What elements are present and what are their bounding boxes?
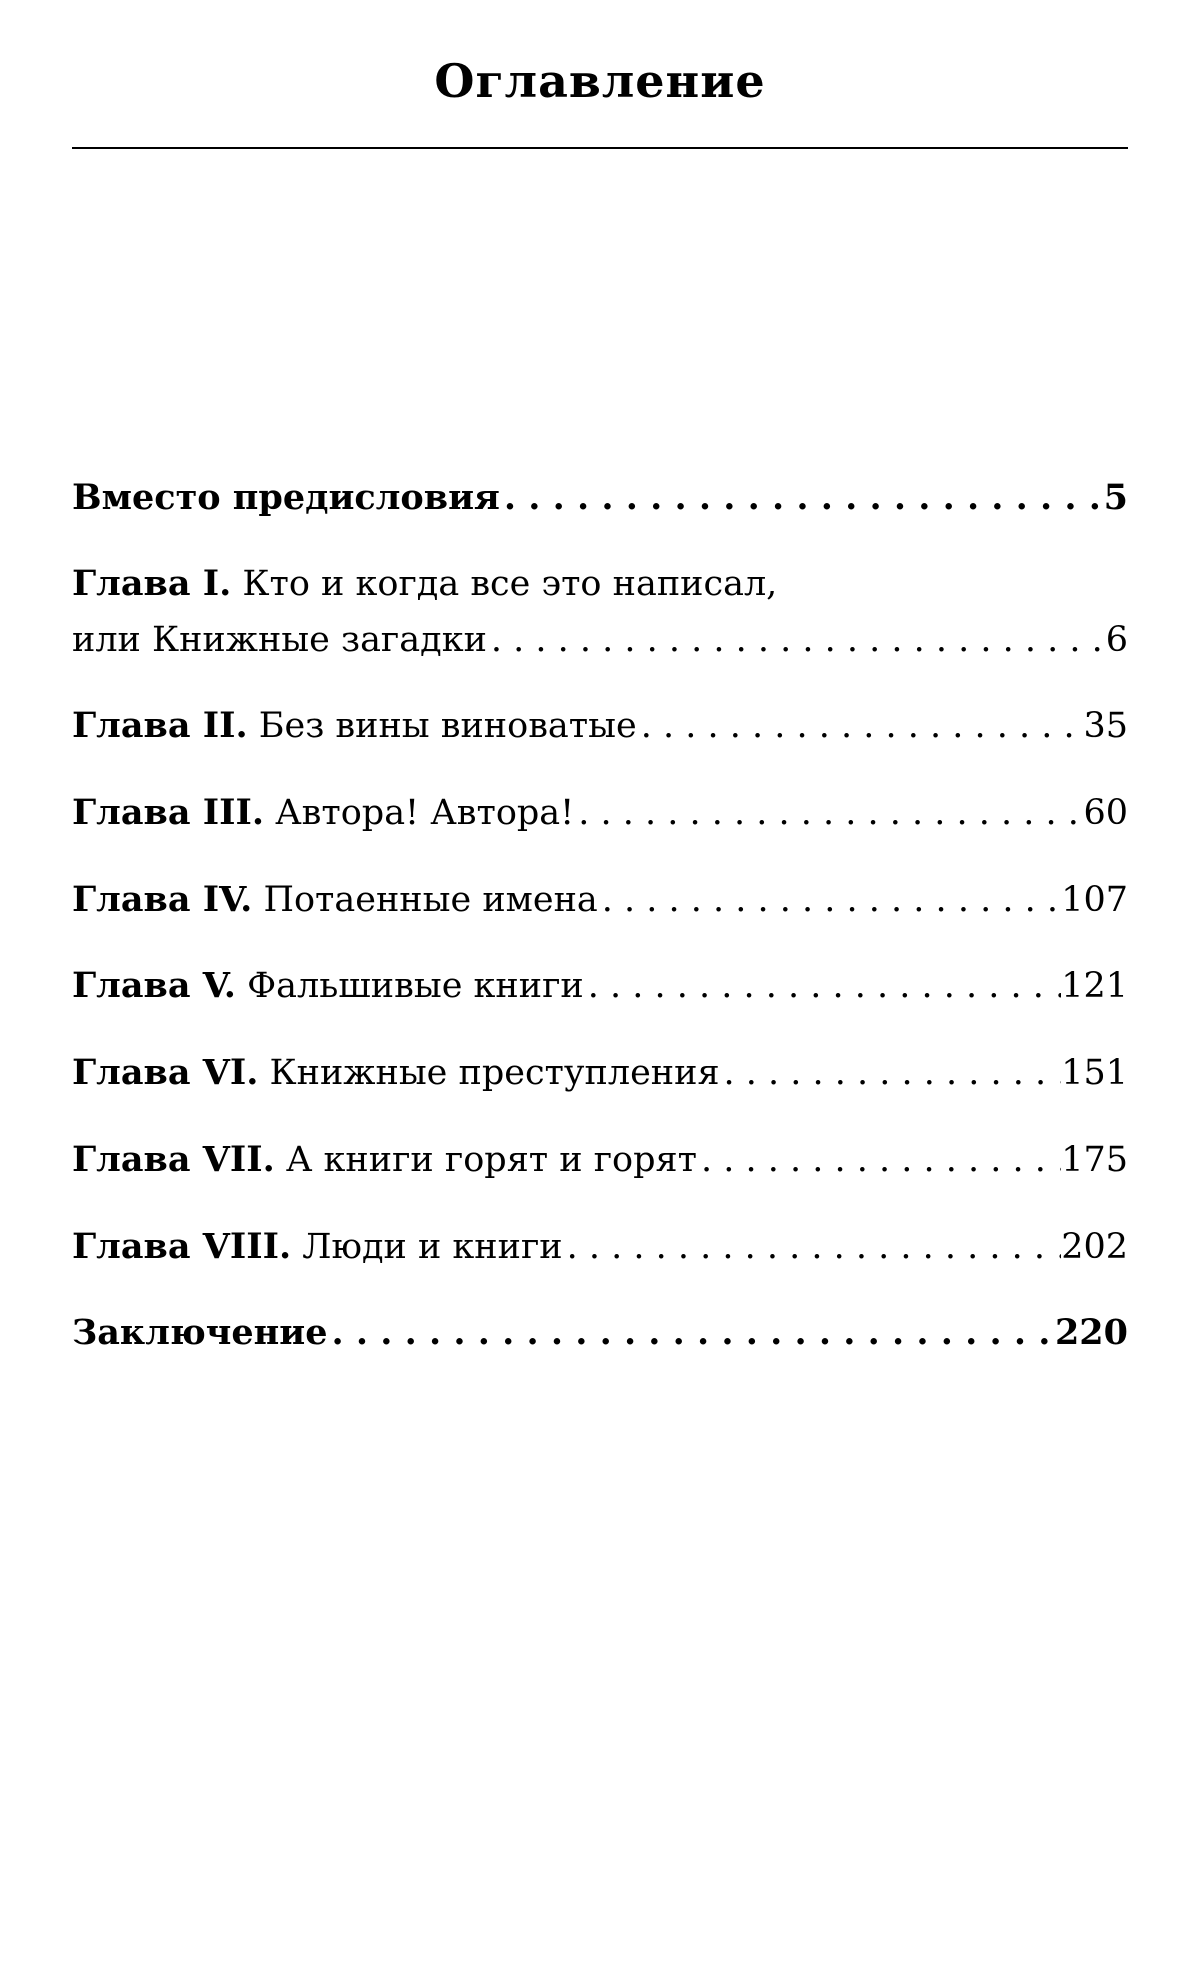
toc-entry-title: Без вины виноватые (247, 706, 637, 746)
toc-entry-chapter-8 (72, 1219, 1128, 1275)
title-divider (72, 147, 1128, 149)
toc-entry-preface (72, 470, 1128, 526)
toc-page-number: 220 (1054, 1312, 1128, 1353)
toc-chapter-number: Глава VI. (72, 1052, 259, 1093)
dot-leader (574, 785, 1083, 841)
toc-page-number: 60 (1083, 793, 1128, 833)
dot-leader (697, 1132, 1061, 1188)
toc-entry-title: или Книжные загадки (72, 620, 487, 660)
dot-leader (598, 872, 1061, 928)
toc-entry-chapter-6 (72, 1045, 1128, 1101)
toc-page-number: 121 (1061, 966, 1128, 1006)
toc-entry-title-line1: Кто и когда все это написал, (231, 564, 778, 604)
toc-chapter-number: Глава VII. (72, 1139, 275, 1180)
toc-page-number: 5 (1103, 477, 1128, 518)
toc-chapter-number: Глава IV. (72, 879, 253, 920)
page-title: Оглавление (434, 54, 766, 108)
dot-leader (563, 1219, 1062, 1275)
toc-entry-title: Автора! Автора! (264, 793, 575, 833)
toc-entry-chapter-2 (72, 698, 1128, 754)
toc-entry-title: Вместо предисловия (72, 477, 500, 518)
toc-entry-chapter-1 (72, 556, 1128, 668)
toc-entry-chapter-5 (72, 958, 1128, 1014)
toc-entry-title: Заключение (72, 1312, 328, 1353)
dot-leader (637, 698, 1084, 754)
toc-entry-conclusion (72, 1305, 1128, 1361)
toc-page-number: 6 (1105, 620, 1128, 660)
toc-entry-chapter-3 (72, 785, 1128, 841)
toc-entry-chapter-4 (72, 872, 1128, 928)
dot-leader (584, 958, 1061, 1014)
dot-leader (720, 1045, 1062, 1101)
dot-leader (487, 612, 1106, 668)
toc-chapter-number: Глава VIII. (72, 1226, 292, 1267)
toc-page-number: 175 (1061, 1140, 1128, 1180)
toc-page-number: 202 (1061, 1227, 1128, 1267)
toc-page-number: 151 (1061, 1053, 1128, 1093)
toc-entry-chapter-7 (72, 1132, 1128, 1188)
toc-entry-title: Книжные преступления (258, 1053, 720, 1093)
toc-page-number: 107 (1061, 880, 1128, 920)
toc-page-number: 35 (1083, 706, 1128, 746)
toc-chapter-number: Глава V. (72, 965, 236, 1006)
toc-chapter-number: Глава I. (72, 563, 232, 604)
toc-entry-title: Люди и книги (291, 1227, 563, 1267)
toc-chapter-number: Глава III. (72, 792, 265, 833)
dot-leader (328, 1305, 1055, 1361)
toc-entry-title: А книги горят и горят (274, 1140, 697, 1180)
toc-chapter-number: Глава II. (72, 705, 248, 746)
toc-entry-title: Фальшивые книги (235, 966, 584, 1006)
dot-leader (500, 470, 1104, 526)
toc-entry-title: Потаенные имена (252, 880, 598, 920)
